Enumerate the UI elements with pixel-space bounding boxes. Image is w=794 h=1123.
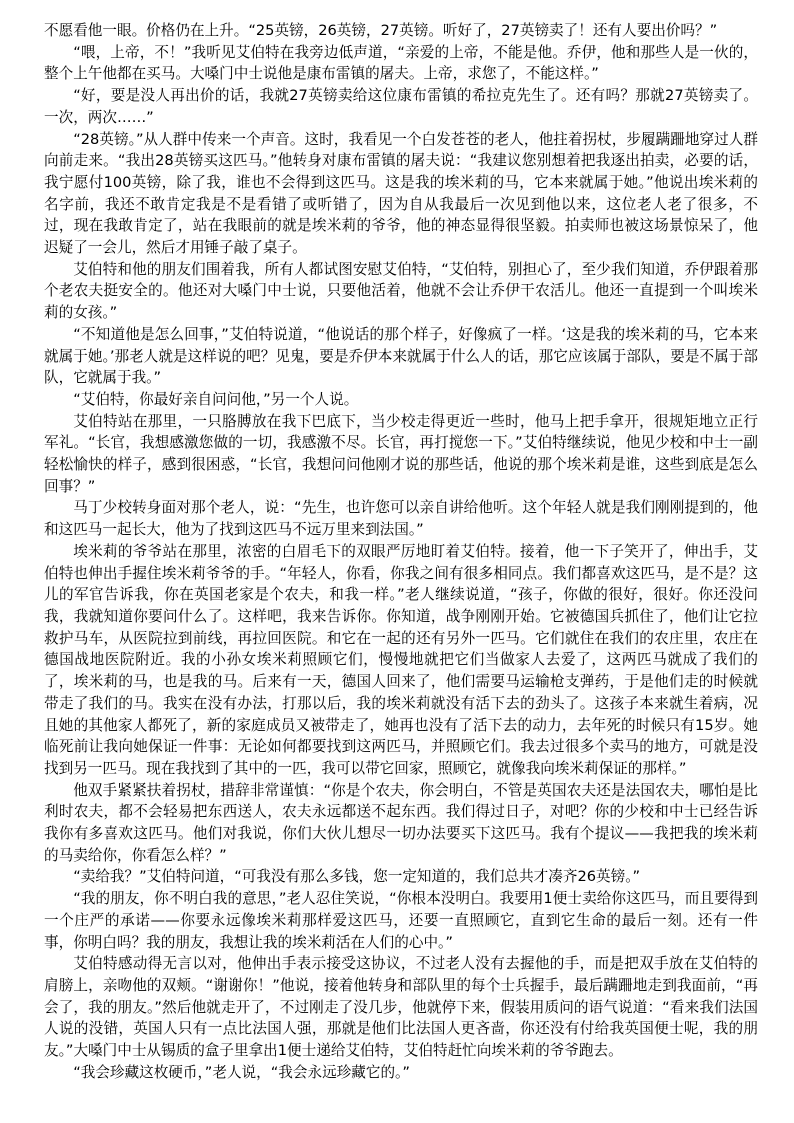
paragraph: “我的朋友，你不明白我的意思，”老人忍住笑说，“你根本没明白。我要用1便士卖给你这匹马，而且要得到一个庄严的承诺——你要永远像埃米莉那样爱这匹马，还要一直照顾它，直到它生命的最后一刻。还有一件事，你明白吗？我的朋友，我想让我的埃米莉活在人们的心中。” [44, 890, 758, 951]
paragraph: “艾伯特，你最好亲自问问他，”另一个人说。 [73, 390, 359, 408]
paragraph: 艾伯特和他的朋友们围着我，所有人都试图安慰艾伯特，“艾伯特，别担心了，至少我们知道，乔伊跟着那个老农夫挺安全的。他还对大嗓门中士说，只要他活着，他就不会让乔伊干农活儿。他还一直提到一个叫埃米莉的女孩。” [44, 260, 758, 322]
paragraph: “喂，上帝，不！”我听见艾伯特在我旁边低声道，“亲爱的上帝，不能是他。乔伊，他和那些人是一伙的，整个上午他都在买马。大嗓门中士说他是康布雷镇的屠夫。上帝，求您了，不能这样。” [44, 43, 758, 83]
paragraph: “卖给我？”艾伯特问道，“可我没有那么多钱，您一定知道的，我们总共才凑齐26英镑。” [73, 868, 641, 886]
paragraph: 不愿看他一眼。价格仍在上升。“25英镑，26英镑，27英镑。听好了，27英镑卖了！还有人要出价吗？” [44, 22, 718, 39]
paragraph: 艾伯特感动得无言以对，他伸出手表示接受这协议，不过老人没有去握他的手，而是把双手放在艾伯特的肩膀上，亲吻他的双颊。“谢谢你！”他说，接着他转身和部队里的每个士兵握手，最后蹒跚地走到我面前，“再会了，我的朋友。”然后他就走开了，不过刚走了没几步，他就停下来，假装用质问的语气说道：“看来我们法国人说的没错，英国人只有一点比法国人强，那就是他们比法国人更吝啬，你还没有付给我英国便士呢，我的朋友。”大嗓门中士从锡质的盒子里拿出1便士递给艾伯特，艾伯特赶忙向埃米莉的爷爷跑去。 [44, 955, 758, 1060]
paragraph: 艾伯特站在那里，一只胳膊放在我下巴底下，当少校走得更近一些时，他马上把手拿开，很规矩地立正行军礼。“长官，我想感激您做的一切，我感激不尽。长官，再打搅您一下。”艾伯特继续说，他见少校和中士一副轻松愉快的样子，感到很困惑，“长官，我想问问他刚才说的那些话，他说的那个埃米莉是谁，这些到底是怎么回事？” [44, 412, 758, 495]
paragraph: 埃米莉的爷爷站在那里，浓密的白眉毛下的双眼严厉地盯着艾伯特。接着，他一下子笑开了，伸出手，艾伯特也伸出手握住埃米莉爷爷的手。“年轻人，你看，你我之间有很多相同点。我们都喜欢这匹马，是不是？这儿的军官告诉我，你在英国老家是个农夫，和我一样。”老人继续说道，“孩子，你做的很好，很好。你还没问我，我就知道你要问什么了。这样吧，我来告诉你。你知道，战争刚刚开始。它被德国兵抓住了，他们让它拉救护马车，从医院拉到前线，再拉回医院。和它在一起的还有另外一匹马。它们就住在我们的农庄里，农庄在德国战地医院附近。我的小孙女埃米莉照顾它们，慢慢地就把它们当做家人去爱了，这两匹马就成了我们的了，埃米莉的马，也是我的马。后来有一天，德国人回来了，他们需要马运输枪支弹药，于是他们走的时候就带走了我们的马。我实在没有办法，打那以后，我的埃米莉就没有活下去的劲头了。这孩子本来就生着病，况且她的其他家人都死了，新的家庭成员又被带走了，她再也没有了活下去的动力，去年死的时候只有15岁。她临死前让我向她保证一件事：无论如何都要找到这两匹马，并照顾它们。我去过很多个卖马的地方，可就是没找到另一匹马。现在我找到了其中的一匹，我可以带它回家，照顾它，就像我向埃米莉保证的那样。” [44, 542, 758, 777]
paragraph: “28英镑。”从人群中传来一个声音。这时，我看见一个白发苍苍的老人，他拄着拐杖，步履蹒跚地穿过人群向前走来。“我出28英镑买这匹马。”他转身对康布雷镇的屠夫说：“我建议您别想着把我逐出拍卖，必要的话，我宁愿付100英镑，除了我，谁也不会得到这匹马。这是我的埃米莉的马，它本来就属于她。”他说出埃米莉的名字前，我还不敢肯定我是不是看错了或听错了，因为自从我最后一次见到他以来，这位老人老了很多，不过，现在我敢肯定了，站在我眼前的就是埃米莉的爷爷，他的神态显得很坚毅。拍卖师也被这场景惊呆了，他迟疑了一会儿，然后才用锤子敲了桌子。 [44, 130, 758, 257]
paragraph: “我会珍藏这枚硬币，”老人说，“我会永远珍藏它的。” [73, 1063, 410, 1081]
paragraph: 他双手紧紧扶着拐杖，措辞非常谨慎：“你是个农夫，你会明白，不管是英国农夫还是法国农夫，哪怕是比利时农夫，都不会轻易把东西送人，农夫永远都送不起东西。我们得过日子，对吧？你的少校和中士已经告诉我你有多喜欢这匹马。他们对我说，你们大伙儿想尽一切办法要买下这匹马。我有个提议——我把我的埃米莉的马卖给你，你看怎么样？” [44, 781, 758, 864]
document-page [44, 20, 758, 1110]
paragraph: “好，要是没人再出价的话，我就27英镑卖给这位康布雷镇的希拉克先生了。还有吗？那就27英镑卖了。一次，两次……” [44, 87, 758, 126]
paragraph: “不知道他是怎么回事，”艾伯特说道，“他说话的那个样子，好像疯了一样。‘这是我的埃米莉的马，它本来就属于她。’那老人就是这样说的吧？见鬼，要是乔伊本来就属于什么人的话，那它应该属于部队，要是不属于部队，它就属于我。” [44, 325, 758, 387]
paragraph: 马丁少校转身面对那个老人，说：“先生，也许您可以亲自讲给他听。这个年轻人就是我们刚刚提到的，他和这匹马一起长大，他为了找到这匹马不远万里来到法国。” [44, 499, 758, 539]
